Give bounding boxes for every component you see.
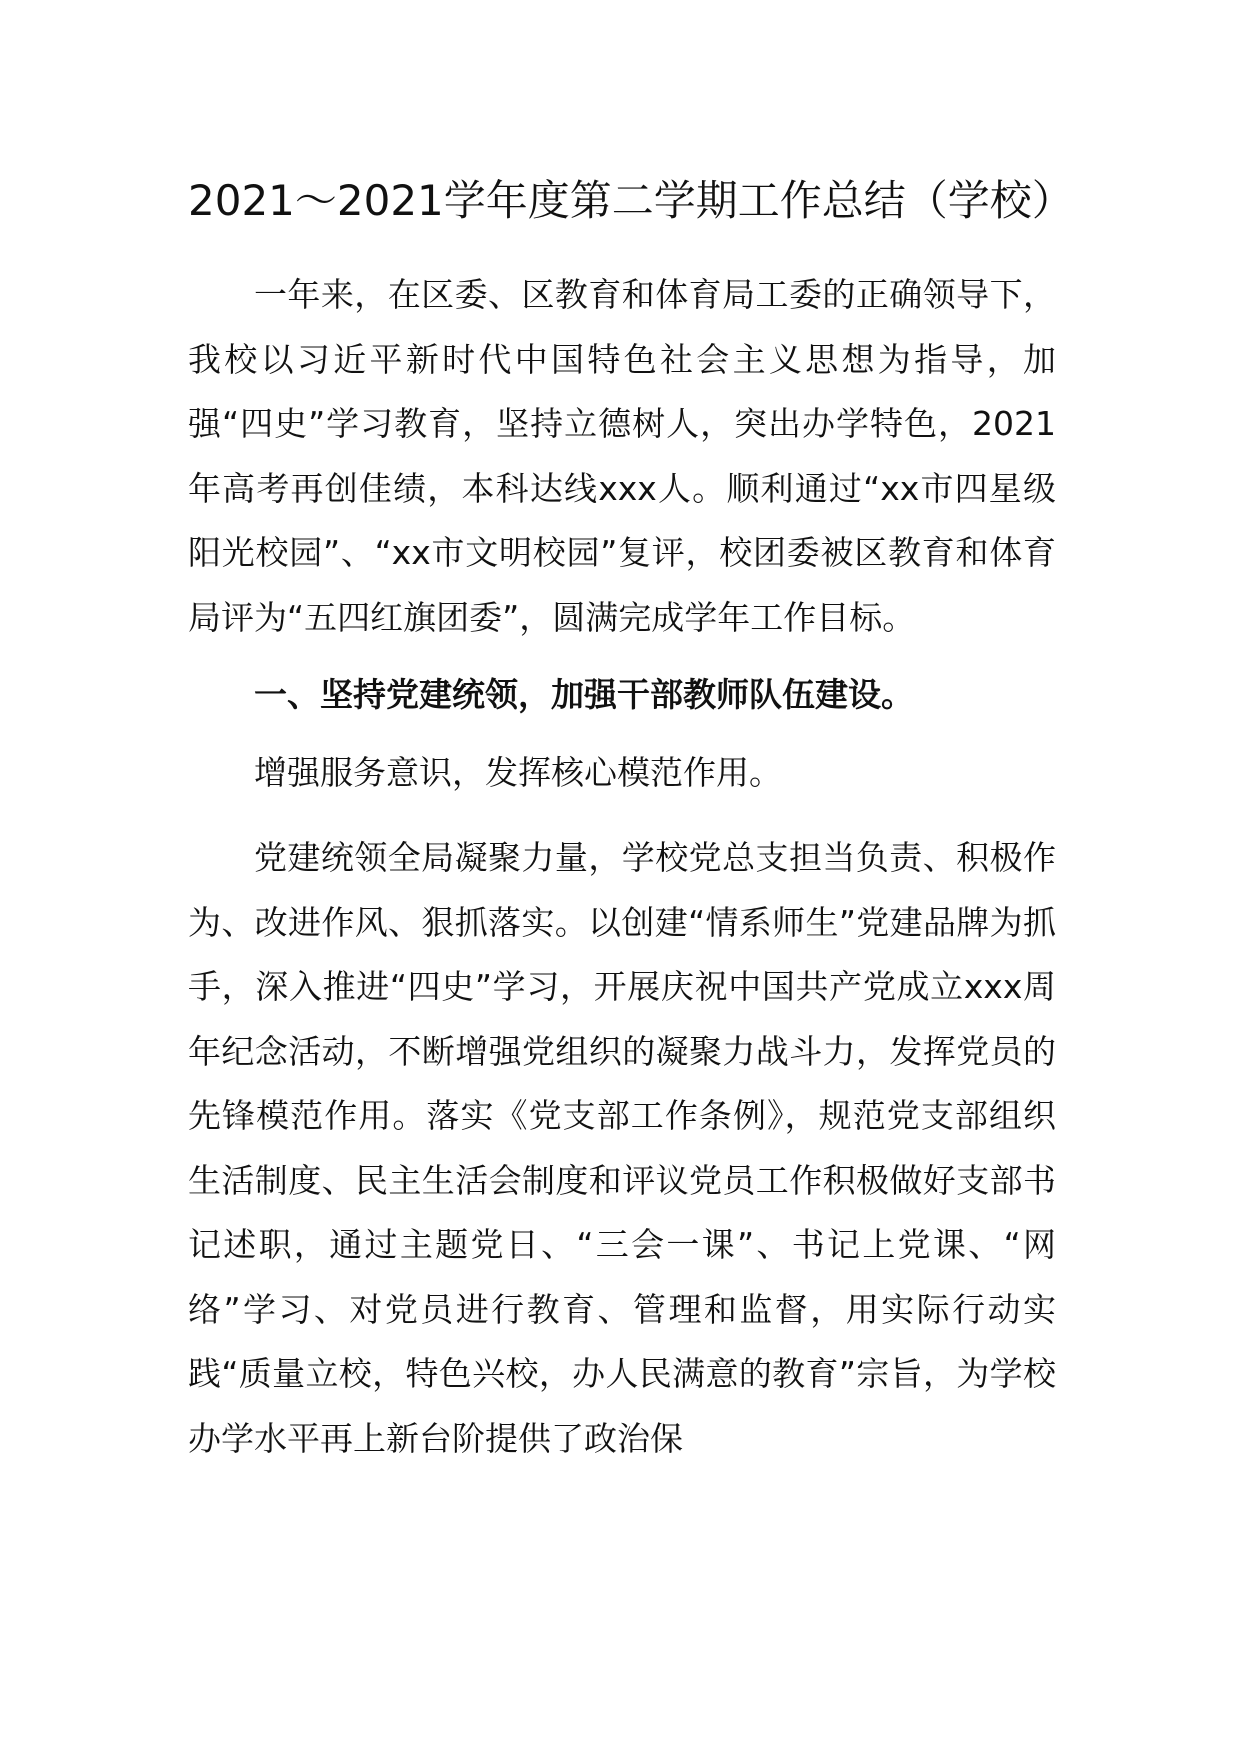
document-title: 2021～2021学年度第二学期工作总结（学校） [188, 176, 1074, 225]
section-body-paragraph: 党建统领全局凝聚力量，学校党总支担当负责、积极作为、改进作风、狠抓落实。以创建“情系师生”党建品牌为抓手，深入推进“四史”学习，开展庆祝中国共产党成立xxx周年纪念活动，不断增强党组织的凝聚力战斗力，发挥党员的先锋模范作用。落实《党支部工作条例》，规范党支部组织生活制度、民主生活会制度和评议党员工作积极做好支部书记述职，通过主题党日、“三会一课”、书记上党课、“网络”学习、对党员进行教育、管理和监督，用实际行动实践“质量立校，特色兴校，办人民满意的教育”宗旨，为学校办学水平再上新台阶提供了政治保 [188, 838, 1056, 1458]
intro-paragraph: 一年来，在区委、区教育和体育局工委的正确领导下，我校以习近平新时代中国特色社会主义思想为指导，加强“四史”学习教育，坚持立德树人，突出办学特色，2021年高考再创佳绩，本科达线xxx人。顺利通过“xx市四星级阳光校园”、“xx市文明校园”复评，校团委被区教育和体育局评为“五四红旗团委”，圆满完成学年工作目标。 [188, 275, 1056, 637]
section-heading: 一、坚持党建统领，加强干部教师队伍建设。 [254, 675, 914, 714]
section-subheading: 增强服务意识，发挥核心模范作用。 [254, 752, 782, 792]
document-page [188, 155, 1074, 1471]
